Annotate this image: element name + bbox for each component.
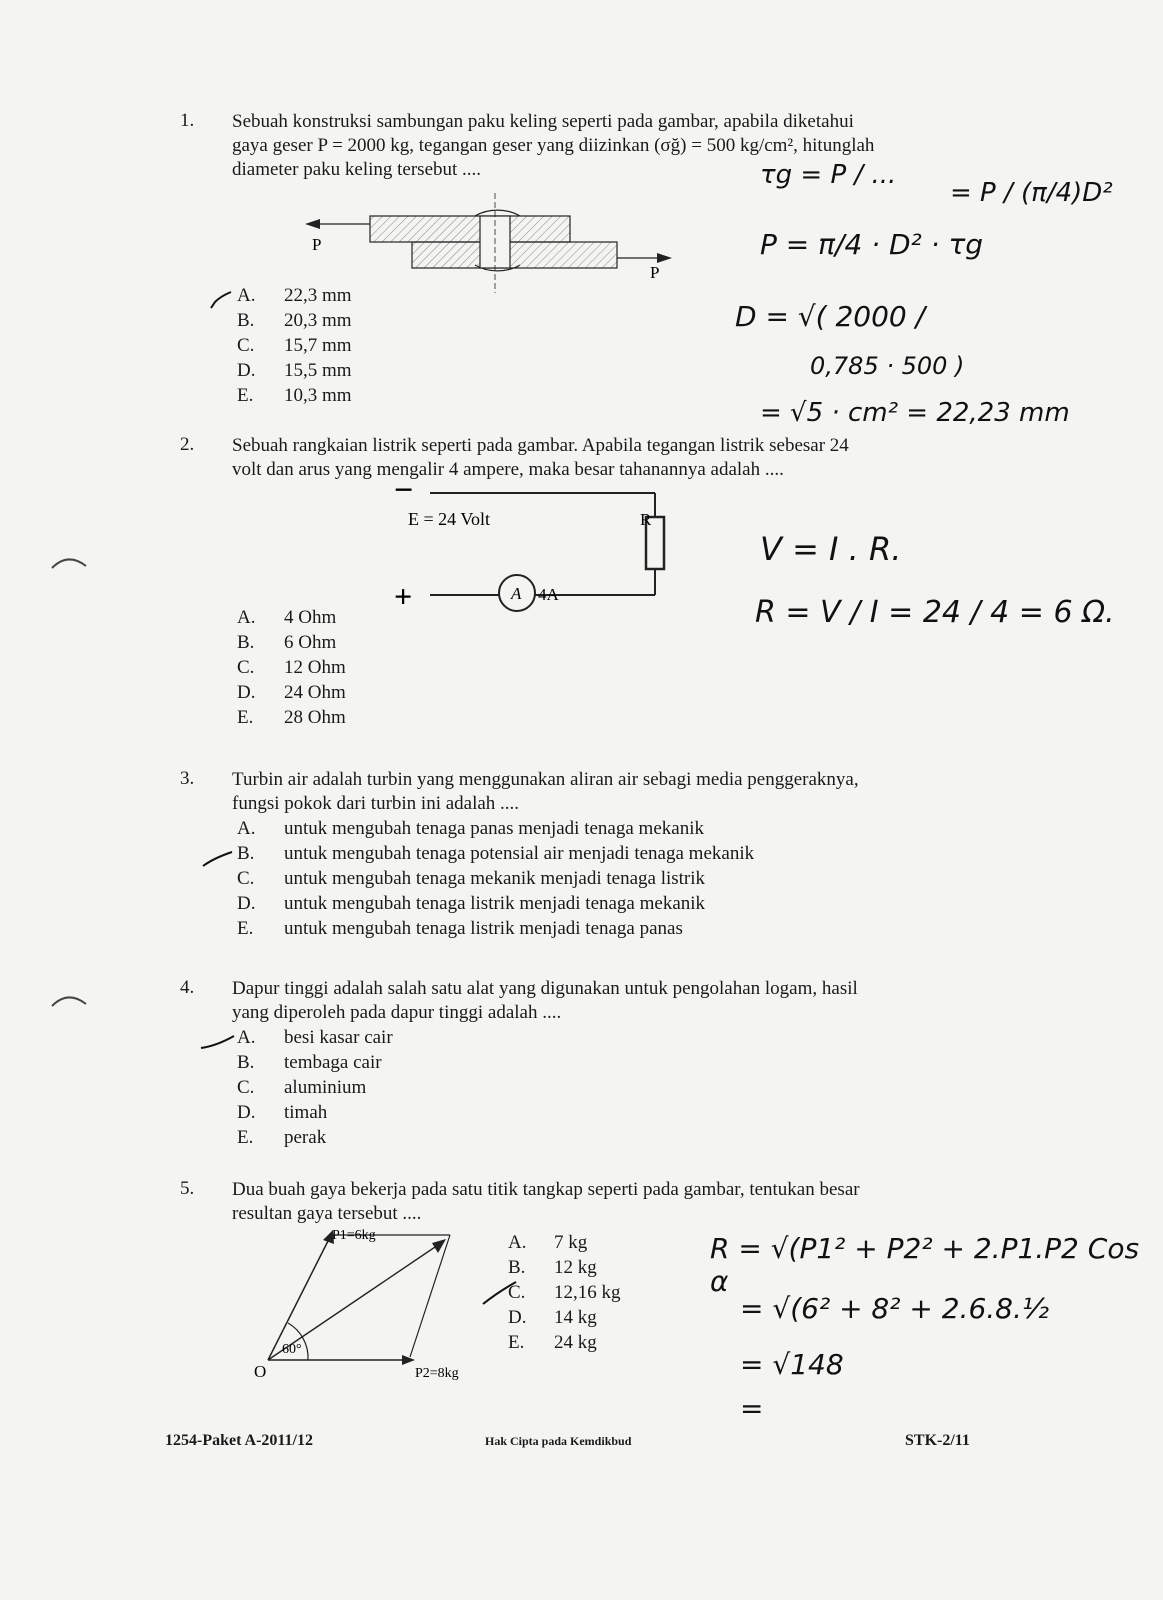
question-1-line-3: diameter paku keling tersebut .... — [232, 159, 482, 180]
question-2-text — [232, 434, 1002, 482]
question-3-text — [232, 768, 1002, 816]
note-5-line-4: = — [740, 1392, 764, 1425]
answer-tick-1 — [205, 288, 235, 314]
question-5-line-1: Dua buah gaya bekerja pada satu titik tangkap seperti pada gambar, tentukan besar — [232, 1179, 860, 1200]
question-2-number: 2. — [180, 434, 195, 455]
option-2c[interactable]: C. 12 Ohm — [237, 657, 346, 678]
question-5-text — [232, 1178, 1002, 1226]
emf-label: E = 24 Volt — [408, 509, 491, 529]
option-4a[interactable]: A. besi kasar cair — [237, 1027, 393, 1048]
rivet-joint-figure — [300, 188, 700, 303]
note-1-line-4: D = √( 2000 / — [735, 300, 926, 333]
option-3a[interactable]: A. untuk mengubah tenaga panas menjadi tenaga mekanik — [237, 818, 704, 839]
question-4-line-2: yang diperoleh pada dapur tinggi adalah .... — [232, 1002, 562, 1023]
angle-label: 60° — [282, 1342, 302, 1357]
answer-tick-3 — [200, 848, 236, 870]
note-2-line-1: V = I . R. — [760, 530, 902, 568]
bottom-plate — [412, 242, 617, 268]
option-4b[interactable]: B. tembaga cair — [237, 1052, 382, 1073]
footer-code: STK-2/11 — [905, 1432, 970, 1449]
option-5e[interactable]: E. 24 kg — [508, 1332, 597, 1353]
option-2e[interactable]: E. 28 Ohm — [237, 707, 346, 728]
option-5c[interactable]: C. 12,16 kg — [508, 1282, 621, 1303]
force-right-arrow — [657, 253, 672, 263]
p2-label: P2=8kg — [415, 1366, 459, 1381]
force-right-label: P — [650, 263, 660, 282]
question-5-options — [508, 1230, 621, 1355]
answer-tick-5 — [480, 1280, 520, 1308]
footer-copyright: Hak Cipta pada Kemdikbud — [485, 1434, 632, 1448]
option-2d[interactable]: D. 24 Ohm — [237, 682, 346, 703]
question-2-options — [237, 605, 346, 730]
footer-paket: 1254-Paket A-2011/12 — [165, 1432, 313, 1449]
option-4d[interactable]: D. timah — [237, 1102, 328, 1123]
origin-label: O — [254, 1362, 267, 1381]
option-3b[interactable]: B. untuk mengubah tenaga potensial air menjadi tenaga mekanik — [237, 843, 755, 864]
force-left-label: P — [312, 235, 322, 254]
question-5-number: 5. — [180, 1178, 195, 1199]
minus-terminal: − — [394, 485, 414, 509]
question-3-line-2: fungsi pokok dari turbin ini adalah .... — [232, 793, 520, 814]
question-4-number: 4. — [180, 977, 195, 998]
option-3c[interactable]: C. untuk mengubah tenaga mekanik menjadi tenaga listrik — [237, 868, 706, 889]
note-2-line-2: R = V / I = 24 / 4 = 6 Ω. — [755, 595, 1115, 630]
parallelogram-right — [410, 1235, 450, 1357]
answer-tick-4 — [198, 1032, 238, 1054]
option-1b[interactable]: B. 20,3 mm — [237, 310, 352, 331]
note-5-line-2: = √(6² + 8² + 2.6.8.½ — [740, 1292, 1050, 1325]
circuit-figure — [390, 485, 680, 620]
option-1a[interactable]: A. 22,3 mm — [237, 285, 352, 306]
question-2-line-1: Sebuah rangkaian listrik seperti pada gambar. Apabila tegangan listrik sebesar 24 — [232, 435, 849, 456]
top-plate — [370, 216, 570, 242]
note-1-line-3: P = π/4 · D² · τg — [760, 228, 984, 261]
option-4e[interactable]: E. perak — [237, 1127, 327, 1148]
question-4-text — [232, 977, 1002, 1025]
note-1-line-6: = √5 · cm² = 22,23 mm — [760, 398, 1070, 428]
current-label: 4A — [538, 585, 559, 604]
question-4-options — [237, 1025, 393, 1150]
question-3-options — [237, 816, 754, 941]
option-5a[interactable]: A. 7 kg — [508, 1232, 588, 1253]
note-5-line-1: R = √(P1² + P2² + 2.P1.P2 Cos α — [710, 1232, 1140, 1298]
plus-terminal: + — [394, 578, 413, 614]
resistor-label: R — [640, 510, 652, 529]
question-2-line-2: volt dan arus yang mengalir 4 ampere, maka besar tahanannya adalah .... — [232, 459, 784, 480]
note-1-line-1: τg = P / ... — [760, 160, 897, 190]
note-1-line-2: = P / (π/4)D² — [950, 178, 1113, 208]
option-4c[interactable]: C. aluminium — [237, 1077, 367, 1098]
question-1-line-2: gaya geser P = 2000 kg, tegangan geser yang diizinkan (σğ) = 500 kg/cm², hitunglah — [232, 135, 875, 156]
ammeter-label: A — [511, 584, 522, 603]
option-2b[interactable]: B. 6 Ohm — [237, 632, 337, 653]
note-1-line-5: 0,785 · 500 ) — [810, 352, 965, 380]
option-1c[interactable]: C. 15,7 mm — [237, 335, 352, 356]
binder-hole-mark-top — [48, 552, 90, 572]
option-3e[interactable]: E. untuk mengubah tenaga listrik menjadi tenaga panas — [237, 918, 683, 939]
p1-label: P1=6kg — [332, 1228, 376, 1243]
option-5d[interactable]: D. 14 kg — [508, 1307, 597, 1328]
question-5-line-2: resultan gaya tersebut .... — [232, 1203, 422, 1224]
option-5b[interactable]: B. 12 kg — [508, 1257, 597, 1278]
option-1d[interactable]: D. 15,5 mm — [237, 360, 352, 381]
note-5-line-3: = √148 — [740, 1348, 844, 1381]
question-4-line-1: Dapur tinggi adalah salah satu alat yang digunakan untuk pengolahan logam, hasil — [232, 978, 858, 999]
option-2a[interactable]: A. 4 Ohm — [237, 607, 337, 628]
question-3-line-1: Turbin air adalah turbin yang menggunakan aliran air sebagi media penggeraknya, — [232, 769, 859, 790]
question-3-number: 3. — [180, 768, 195, 789]
option-3d[interactable]: D. untuk mengubah tenaga listrik menjadi tenaga mekanik — [237, 893, 706, 914]
question-1-number: 1. — [180, 110, 195, 131]
binder-hole-mark-bottom — [48, 990, 90, 1010]
question-1-line-1: Sebuah konstruksi sambungan paku keling seperti pada gambar, apabila diketahui — [232, 111, 854, 132]
question-1-options — [237, 283, 352, 408]
force-left-arrow — [305, 219, 320, 229]
option-1e[interactable]: E. 10,3 mm — [237, 385, 352, 406]
rivet-head-top — [475, 210, 520, 216]
